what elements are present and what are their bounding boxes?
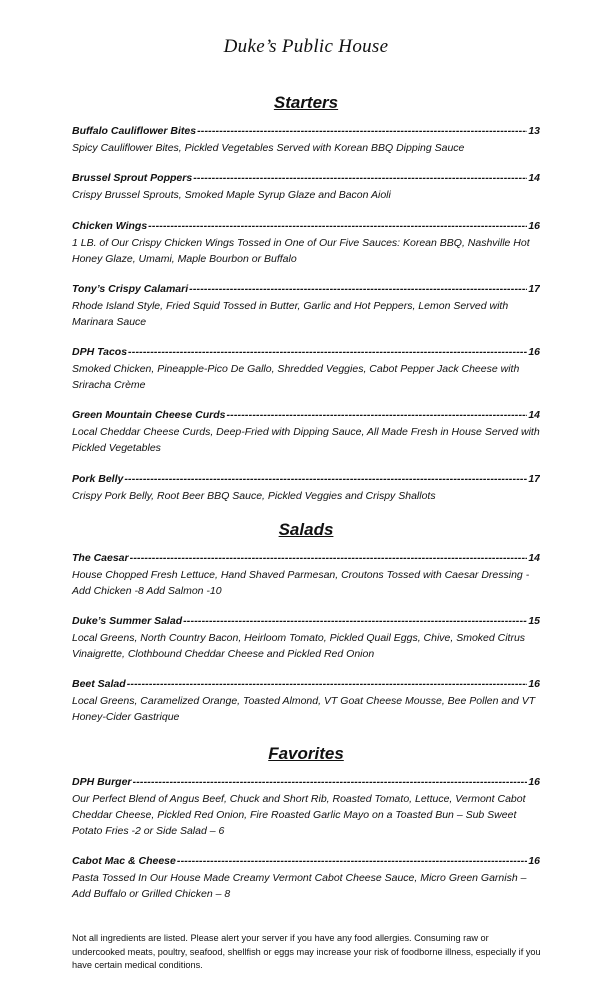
item-name: Green Mountain Cheese Curds xyxy=(72,409,226,421)
item-price: 16 xyxy=(528,678,540,690)
item-price: 16 xyxy=(528,855,540,867)
item-name: Beet Salad xyxy=(72,678,126,690)
restaurant-title: Duke’s Public House xyxy=(223,36,389,57)
item-price: 14 xyxy=(528,552,540,564)
item-name: Chicken Wings xyxy=(72,220,148,232)
menu-item xyxy=(72,854,540,902)
item-description: Crispy Pork Belly, Root Beer BBQ Sauce, Pickled Veggies and Crispy Shallots xyxy=(72,490,436,502)
menu-item xyxy=(72,472,540,504)
item-name: DPH Tacos xyxy=(72,346,128,358)
dot-leader xyxy=(148,219,527,233)
item-description: House Chopped Fresh Lettuce, Hand Shaved Parmesan, Croutons Tossed with Caesar Dressing -Add Chicken -8 Add Salmon -10 xyxy=(72,569,530,597)
item-description: Crispy Brussel Sprouts, Smoked Maple Syrup Glaze and Bacon Aioli xyxy=(72,189,391,201)
menu-item xyxy=(72,171,540,203)
menu-item xyxy=(72,614,540,662)
item-price: 13 xyxy=(528,125,540,137)
item-price: 14 xyxy=(528,409,540,421)
dot-leader xyxy=(128,345,527,359)
menu-item xyxy=(72,219,540,267)
dot-leader xyxy=(226,408,527,422)
dot-leader xyxy=(130,551,528,565)
dot-leader xyxy=(177,854,527,868)
item-name: Cabot Mac & Cheese xyxy=(72,855,176,867)
menu-item xyxy=(72,282,540,330)
starters-heading: Starters xyxy=(273,93,339,112)
dot-leader xyxy=(183,614,527,628)
item-name: The Caesar xyxy=(72,552,129,564)
allergy-disclaimer: Not all ingredients are listed. Please alert your server if you have any food allergies. Consuming raw or undercooked meats, poultry, seafood, shellfish or eggs may increase your risk of foodborne illness, especially if you have certain medical conditions. xyxy=(72,933,541,970)
item-description: Spicy Cauliflower Bites, Pickled Vegetables Served with Korean BBQ Dipping Sauce xyxy=(72,142,465,154)
dot-leader xyxy=(127,677,528,691)
item-price: 14 xyxy=(528,172,540,184)
item-description: 1 LB. of Our Crispy Chicken Wings Tossed in One of Our Five Sauces: Korean BBQ, Nashville Hot Honey Glaze, Umami, Maple Bourbon or Buffalo xyxy=(72,237,530,265)
menu-item xyxy=(72,551,540,599)
item-description: Pasta Tossed In Our House Made Creamy Vermont Cabot Cheese Sauce, Micro Green Garnish – Add Buffalo or Grilled Chicken – 8 xyxy=(72,872,527,900)
item-price: 16 xyxy=(528,776,540,788)
dot-leader xyxy=(197,124,527,138)
item-price: 16 xyxy=(528,346,540,358)
item-name: DPH Burger xyxy=(72,776,132,788)
item-description: Our Perfect Blend of Angus Beef, Chuck and Short Rib, Roasted Tomato, Lettuce, Vermont Cabot Cheddar Cheese, Pickled Red Onion, Fire Roasted Garlic Mayo on a Toasted Bun – Sub Sweet Potato Fries -2 or Side Salad – 6 xyxy=(72,793,526,837)
item-description: Local Cheddar Cheese Curds, Deep-Fried with Dipping Sauce, All Made Fresh in House Served with Pickled Vegetables xyxy=(72,426,540,454)
menu-item xyxy=(72,408,540,456)
item-description: Local Greens, Caramelized Orange, Toasted Almond, VT Goat Cheese Mousse, Bee Pollen and VT Honey-Cider Gastrique xyxy=(72,695,536,723)
item-name: Pork Belly xyxy=(72,473,124,485)
menu-item xyxy=(72,124,540,156)
dot-leader xyxy=(193,171,527,185)
item-name: Buffalo Cauliflower Bites xyxy=(72,125,197,137)
item-description: Rhode Island Style, Fried Squid Tossed in Butter, Garlic and Hot Peppers, Lemon Served with Marinara Sauce xyxy=(72,300,509,328)
dot-leader xyxy=(189,282,527,296)
dot-leader xyxy=(124,472,527,486)
item-price: 16 xyxy=(528,220,540,232)
menu-item xyxy=(72,775,540,839)
item-name: Tony’s Crispy Calamari xyxy=(72,283,189,295)
item-price: 17 xyxy=(528,473,540,485)
salads-heading: Salads xyxy=(278,520,334,539)
dot-leader xyxy=(133,775,528,789)
menu-item xyxy=(72,345,540,393)
item-price: 17 xyxy=(528,283,540,295)
favorites-heading: Favorites xyxy=(268,744,344,763)
item-name: Duke’s Summer Salad xyxy=(72,615,183,627)
item-name: Brussel Sprout Poppers xyxy=(72,172,193,184)
item-description: Smoked Chicken, Pineapple-Pico De Gallo, Shredded Veggies, Cabot Pepper Jack Cheese with Sriracha Crème xyxy=(72,363,520,391)
item-price: 15 xyxy=(528,615,540,627)
item-description: Local Greens, North Country Bacon, Heirloom Tomato, Pickled Quail Eggs, Chive, Smoked Citrus Vinaigrette, Clothbound Cheddar Cheese and Pickled Red Onion xyxy=(72,632,526,660)
menu-item xyxy=(72,677,540,725)
